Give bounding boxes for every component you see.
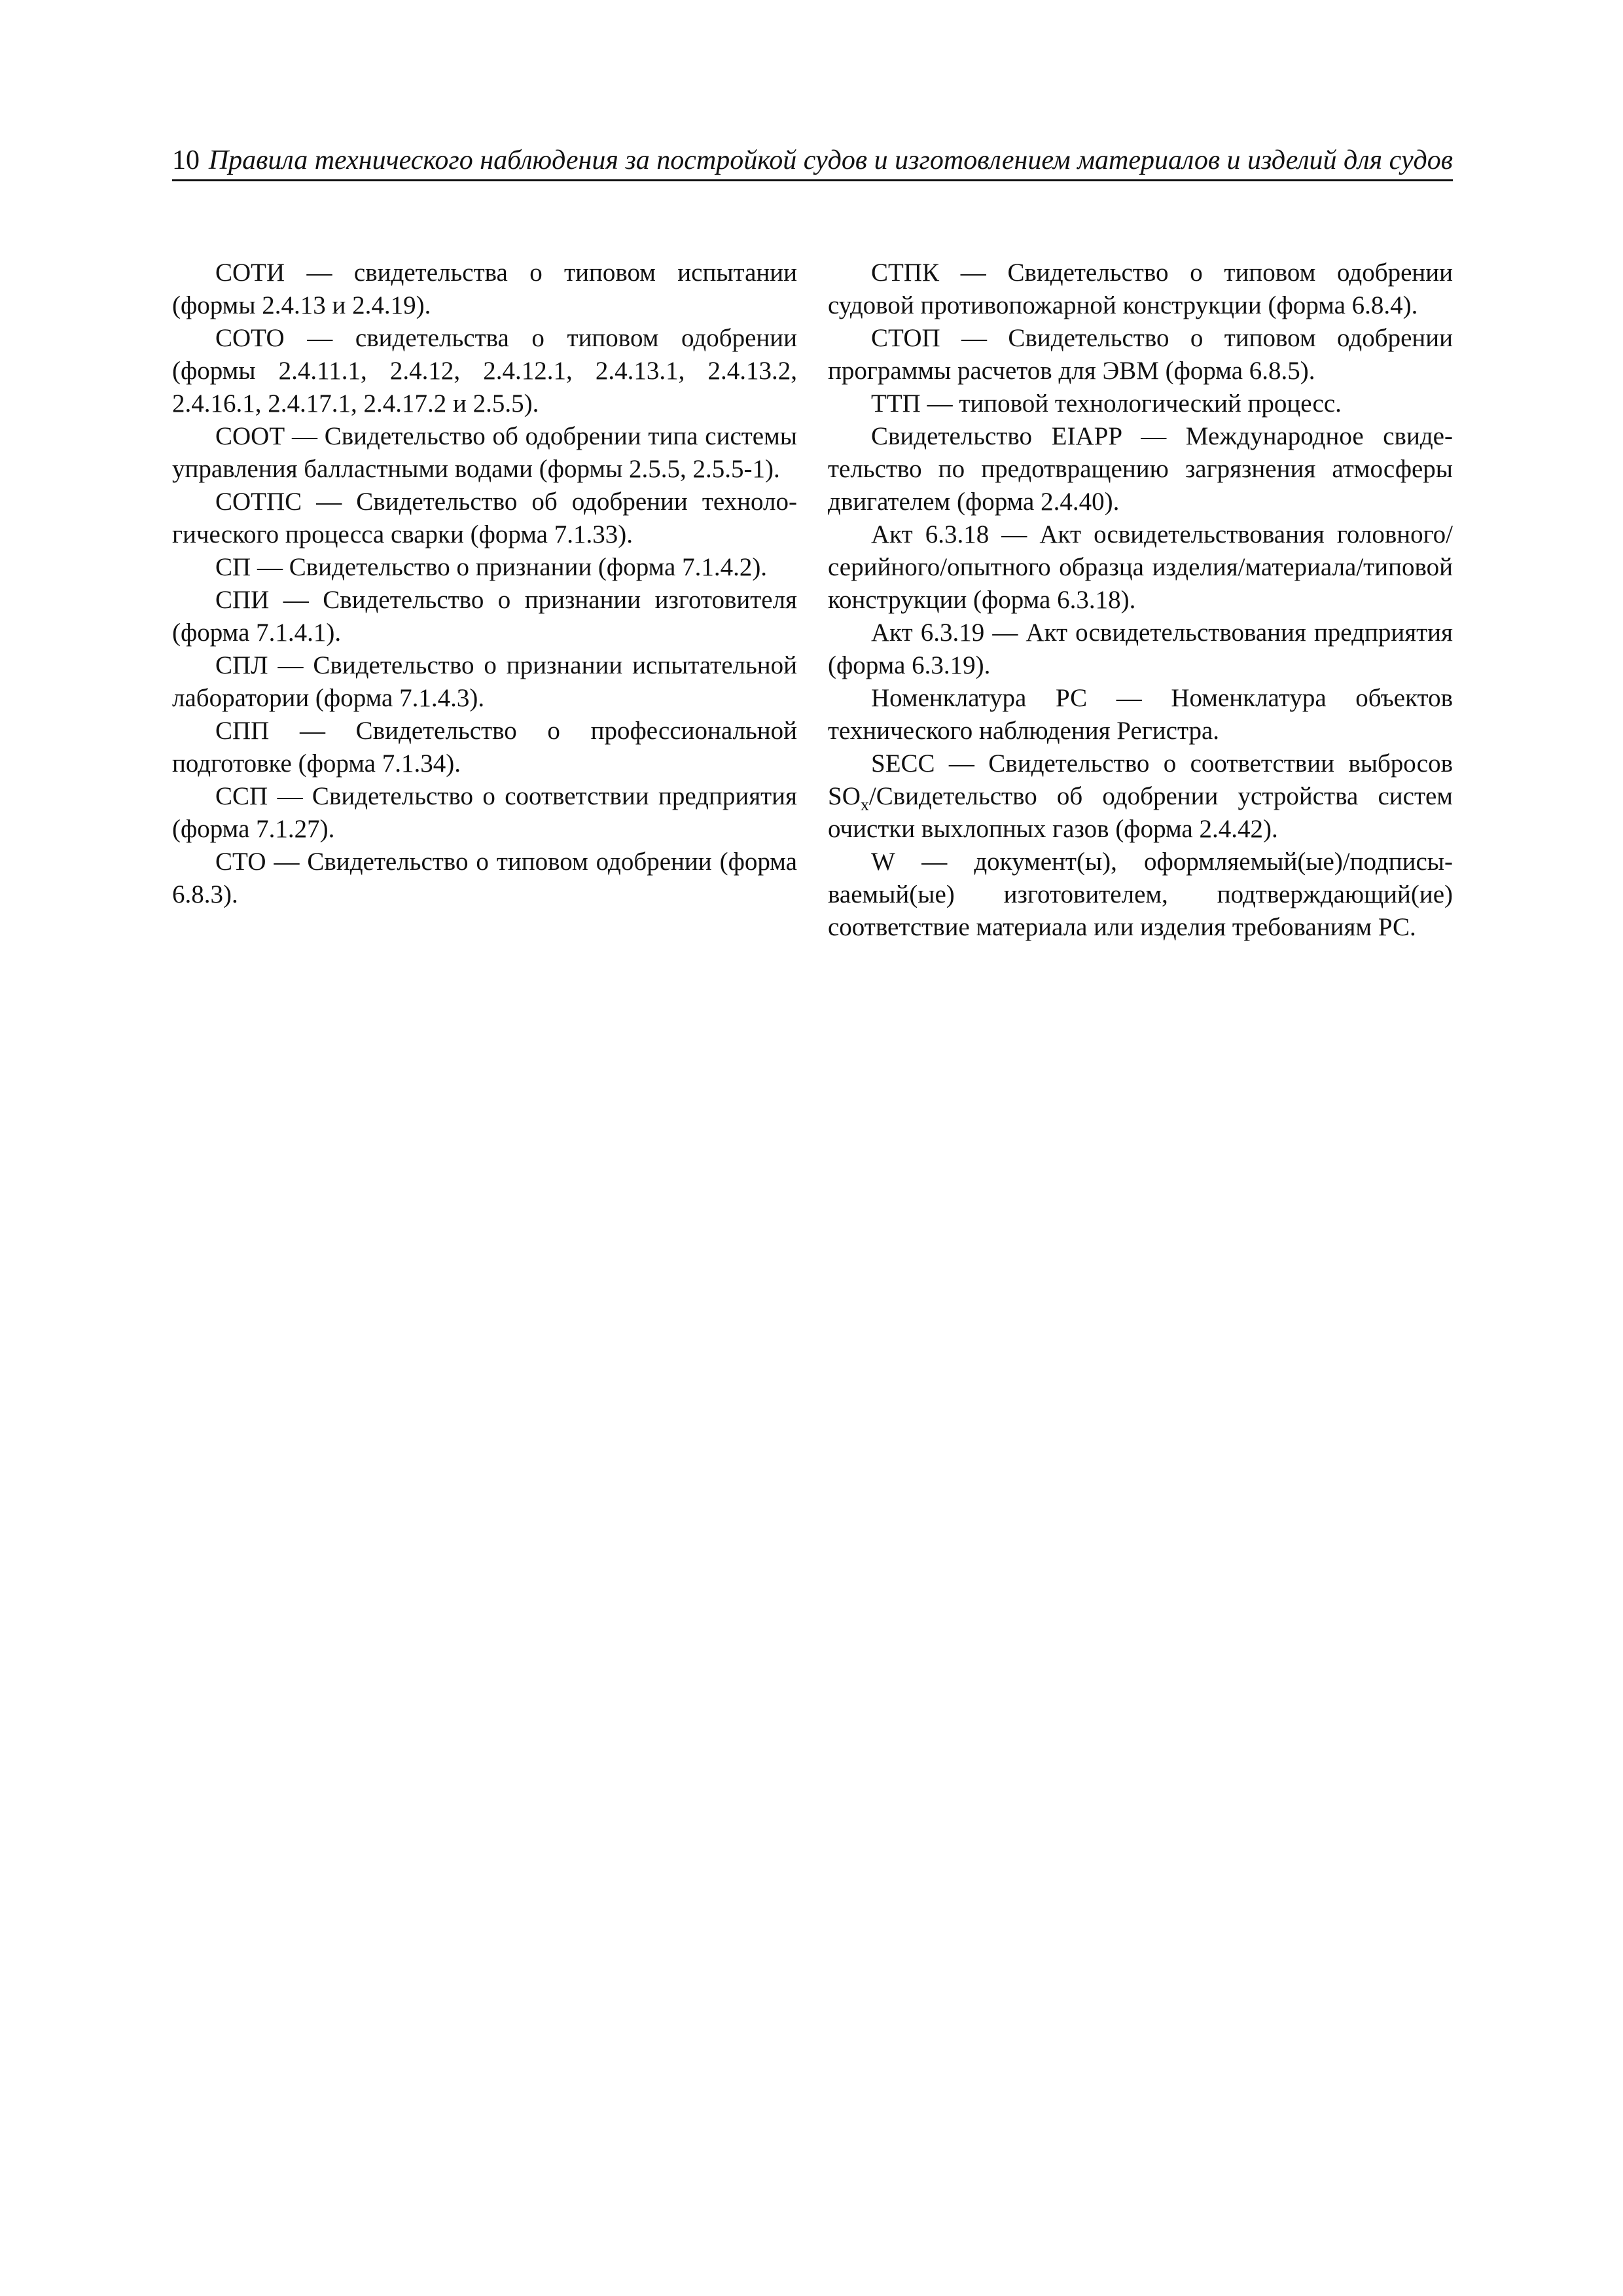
- definition-entry: [172, 322, 797, 420]
- definition-entry: [172, 715, 797, 780]
- definition-text: — свидетельства о типовом испытании (формы 2.4.13 и 2.4.19).: [172, 259, 797, 319]
- definition-entry: [172, 257, 797, 322]
- abbreviation: SECC: [871, 749, 935, 778]
- definition-entry: [172, 649, 797, 715]
- definition-entry: [172, 551, 797, 584]
- definition-text: — Акт освидетельствования головного/серийного/опытного образца изделия/материала/типовой конструкции (форма 6.3.18).: [828, 520, 1453, 614]
- definition-text: — документ(ы), оформляемый(ые)/подписываемый(ые) изготовителем, подтверждающий(ие) соответствие материала или изделия требованиям РС.: [828, 848, 1453, 941]
- definition-text: — Международное свидетельство по предотвращению загрязнения атмосферы двигателем (форма 2.4.40).: [828, 422, 1453, 516]
- definition-text: — Свидетельство об одобрении типа системы управления балластными водами (формы 2.5.5, 2.5.5-1).: [172, 422, 797, 483]
- abbreviation: СП: [215, 553, 251, 581]
- definition-text: /Свидетельство об одобрении устройства систем очистки выхлопных газов (форма 2.4.42).: [828, 782, 1453, 843]
- left-column: [172, 257, 797, 911]
- abbreviation: СОТИ: [215, 259, 285, 287]
- definition-entry: [172, 584, 797, 649]
- definition-entry: [828, 747, 1453, 846]
- abbreviation: СТОП: [871, 324, 940, 352]
- definition-entry: [828, 518, 1453, 617]
- subscript: x: [860, 795, 869, 814]
- abbreviation: СТО: [215, 848, 266, 876]
- definition-text: — Свидетельство о признании испытательной лаборатории (форма 7.1.4.3).: [172, 651, 797, 712]
- definition-entry: [828, 420, 1453, 518]
- definition-text: — Свидетельство о профессиональной подготовке (форма 7.1.34).: [172, 717, 797, 778]
- abbreviation: ССП: [215, 782, 268, 810]
- abbreviation: Акт 6.3.19: [871, 619, 985, 647]
- definition-entry: [828, 682, 1453, 747]
- definition-entry: [172, 846, 797, 911]
- definition-entry: [828, 322, 1453, 387]
- definition-text: — свидетельства о типовом одобрении (формы 2.4.11.1, 2.4.12, 2.4.12.1, 2.4.13.1, 2.4.13.2, 2.4.16.1, 2.4.17.1, 2.4.17.2 и 2.5.5).: [172, 324, 797, 418]
- right-column: [828, 257, 1453, 944]
- abbreviation: СПЛ: [215, 651, 268, 679]
- definition-entry: [828, 257, 1453, 322]
- abbreviation: СОТО: [215, 324, 285, 352]
- abbreviation: Акт 6.3.18: [871, 520, 990, 548]
- abbreviation: СОТПС: [215, 488, 302, 516]
- definition-text: — Свидетельство об одобрении технологического процесса сварки (форма 7.1.33).: [172, 488, 797, 548]
- abbreviation: СООТ: [215, 422, 285, 450]
- definition-entry: [172, 780, 797, 846]
- definition-text: — Свидетельство о соответствии выбросов SO: [828, 749, 1453, 810]
- definition-text: — Акт освидетельствования предприятия (форма 6.3.19).: [828, 619, 1453, 679]
- definition-text: — Свидетельство о типовом одобрении программы расчетов для ЭВМ (форма 6.8.5).: [828, 324, 1453, 385]
- definition-entry: [172, 486, 797, 551]
- definition-entry: [828, 387, 1453, 420]
- definition-text: — Свидетельство о соответствии предприятия (форма 7.1.27).: [172, 782, 797, 843]
- running-title: Правила технического наблюдения за постройкой судов и изготовлением материалов и изделий для судов: [208, 145, 1453, 175]
- abbreviation: СПИ: [215, 586, 270, 614]
- abbreviation: СПП: [215, 717, 270, 745]
- abbreviation: W: [871, 848, 895, 876]
- definition-text: — Свидетельство о признании (форма 7.1.4.2).: [251, 553, 768, 581]
- definition-text: — Свидетельство о типовом одобрении (форма 6.8.3).: [172, 848, 797, 908]
- definition-entry: [172, 420, 797, 486]
- definition-text: — типовой технологический процесс.: [920, 389, 1342, 418]
- definition-entry: [828, 846, 1453, 944]
- definition-text: — Номенклатура объектов технического наблюдения Регистра.: [828, 684, 1453, 745]
- definition-text: — Свидетельство о типовом одобрении судовой противопожарной конструкции (форма 6.8.4).: [828, 259, 1453, 319]
- abbreviation: СТПК: [871, 259, 940, 287]
- page-number: 10: [172, 145, 200, 175]
- definition-entry: [828, 617, 1453, 682]
- abbreviation: ТТП: [871, 389, 921, 418]
- page-header: [172, 143, 1453, 181]
- definition-text: — Свидетельство о признании изготовителя (форма 7.1.4.1).: [172, 586, 797, 647]
- abbreviation: Номенклатура РС: [871, 684, 1088, 712]
- abbreviation: Свидетельство EIAPP: [871, 422, 1122, 450]
